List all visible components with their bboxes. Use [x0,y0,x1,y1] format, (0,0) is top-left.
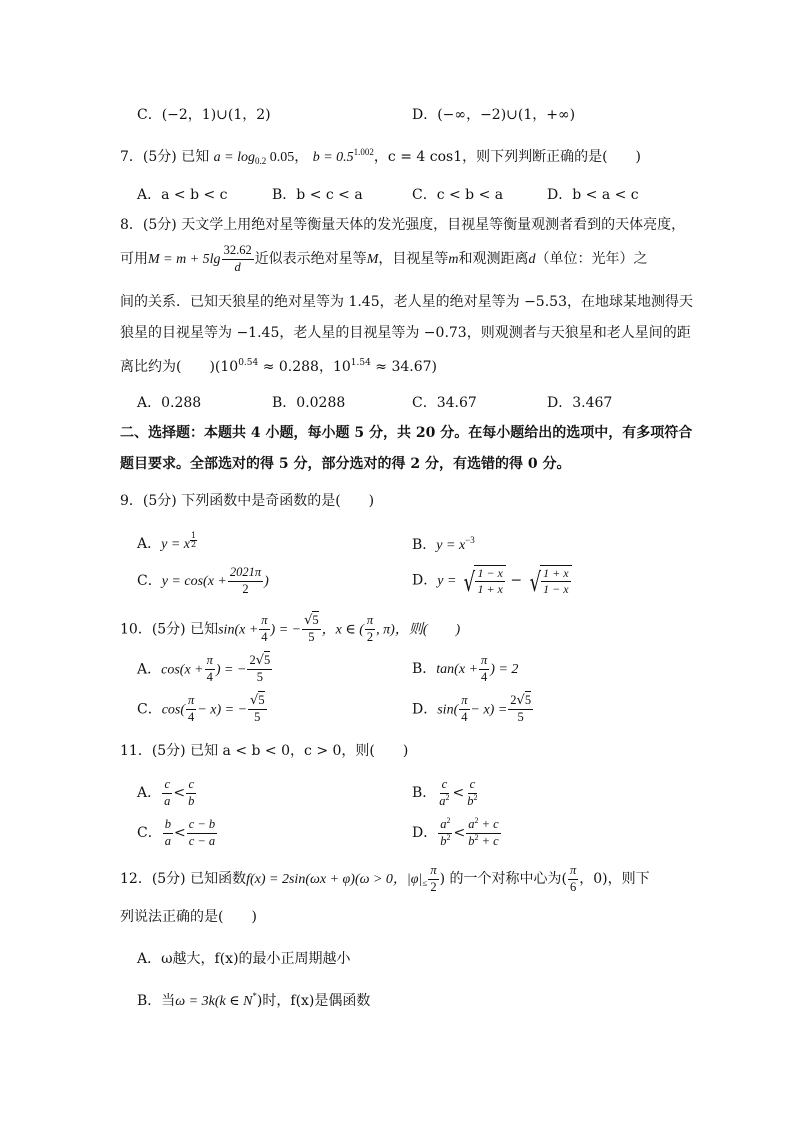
q7-c-expr: ，c = 4 cos1，则下列判断正确的是( ) [373,149,642,165]
q8-line2-mid: ，目视星等 [378,251,449,267]
q10-d-pre: sin( [437,702,459,718]
q8-line5-pre: 离比约为( )(10 [120,359,239,375]
q8-line-3: 间的关系．已知天狼星的绝对星等为 1.45，老人星的绝对星等为 −5.53，在地球某地测得天 [120,294,693,310]
squared: 2 [446,816,451,825]
q9-c-num: 2021π [228,566,263,582]
radical-icon: √ [463,567,475,598]
c: c [468,778,478,794]
pi: π [568,864,578,880]
q10-a-post: ) = − [215,662,247,678]
q11-option-b [412,778,481,808]
q9-d-minus: − [510,572,523,589]
q7-a-expr: a = log [213,150,255,165]
q9-option-a [137,532,197,554]
radical-icon: √ [304,613,313,628]
four: 4 [481,669,488,684]
q8-exp-2: 1.54 [350,358,371,368]
radical-icon: √ [529,567,541,598]
b: b [467,793,474,808]
q12-end: ，0)，则下 [579,871,650,887]
sqrt5: 5 [264,653,271,667]
sqrt5: 5 [312,613,319,627]
pi: π [205,654,215,670]
q10-d-label: D． [412,701,438,718]
q10-option-c [137,694,268,725]
plus-c: + c [478,817,499,831]
q11-option-a [137,778,197,808]
q11-option-d [412,818,502,848]
q8-formula-left: M = m + 5lg [148,252,221,267]
pi: π [365,614,375,630]
b: b [468,833,475,848]
q10-a-label: A． [137,661,162,678]
q9-sqrt-1 [461,565,506,596]
radical-icon: √ [516,693,525,708]
q12-b-star: * [252,991,257,1001]
q10-stem [120,614,460,645]
q10-a-pre: cos(x + [161,662,204,678]
q6-option-d: D．(−∞，−2)∪(1，+∞) [412,107,576,123]
q8-line2-post: 近似表示绝对星等 [254,251,367,267]
coef: 2 [510,693,517,707]
b: b [440,833,447,848]
q10-c-label: C． [137,701,162,718]
q10-x-in: ，x ∈ ( [321,622,364,638]
a: a [440,817,447,831]
q8-line5-mid: ≈ 0.288，10 [258,359,351,375]
q8-line-1: 8．(5分) 天文学上用绝对星等衡量天体的发光强度，目视星等衡量观测者看到的天体亮度， [120,217,686,233]
q7-prefix: 7．(5分) 已知 [120,149,210,165]
q12-le: ≤ [422,878,428,888]
q11-b-label: B． [412,785,437,801]
q7-b-expr: b = 0.5 [312,150,354,165]
b: b [163,818,173,834]
q8-option-b: B．0.0288 [272,395,346,411]
four: 4 [188,709,195,724]
q12-function: f(x) = 2sin(ωx + φ)(ω > 0，|φ| [246,872,423,887]
q10-option-a [137,654,273,685]
a: a [439,793,446,808]
q8-line-4: 狼星的目视星等为 −1.45，老人星的目视星等为 −0.73，则观测者与天狼星和老人星间的距 [120,325,691,341]
q12-mid: ) 的一个对称中心为( [439,871,567,887]
q12-stem-line-2: 列说法正确的是( ) [120,909,257,925]
squared: 2 [445,792,450,802]
q10-option-d [412,694,534,725]
q11-c-label: C． [137,825,162,841]
q9-option-c-label: C． [137,573,162,589]
q8-line2-end: （单位：光年）之 [535,251,648,267]
q8-formula-fraction [222,244,254,274]
a: a [164,833,171,848]
q9-option-d [412,565,572,596]
section-2-heading-line-1: 二、选择题：本题共 4 小题，每小题 5 分，共 20 分。在每小题给出的选项中，有多项符合 [120,425,693,441]
c-minus-a: c − a [188,833,216,848]
q10-eq: ) = − [270,622,302,638]
q8-line2-mid2: 和观测距离 [458,251,529,267]
q9-d-den-1: 1 + x [477,581,503,596]
q9-c-den: 2 [242,581,249,596]
q11-stem: 11．(5分) 已知 a < b < 0，c > 0，则( ) [120,743,409,759]
q11-option-c [137,818,218,848]
q10-d-post: − x) = [470,702,508,718]
q7-a-val: 0.05， [266,150,309,165]
five: 5 [256,670,263,685]
q6-option-c: C．(−2，1)∪(1，2) [137,107,271,123]
q11-d-label: D． [412,825,438,841]
q8-fraction-denominator: d [234,259,241,274]
q10-fraction-pi-4 [259,614,269,644]
b: b [188,793,195,808]
q8-exp-1: 0.54 [238,358,259,368]
radical-icon: √ [250,693,259,708]
q8-fraction-numerator: 32.62 [222,244,254,260]
q9-d-num-2: 1 + x [543,566,569,580]
q8-option-a: A．0.288 [137,395,202,411]
q9-exp-num: 1 [191,531,197,540]
q8-line2-pre: 可用 [120,251,148,267]
q7-b-exp: 1.002 [353,147,374,157]
section-2-heading-line-2: 题目要求。全部选对的得 5 分，部分选对的得 2 分，有选错的得 0 分。 [120,456,571,472]
c: c [162,778,172,794]
six: 6 [569,879,577,894]
q9-option-b-expr: y = x [436,538,466,553]
q12-stem-line-1 [120,864,650,894]
q8-line-2 [120,244,647,274]
squared: 2 [474,832,479,842]
q8-line-5 [120,360,437,374]
four: 4 [261,629,268,644]
squared: 2 [474,816,479,825]
less-than: < [173,825,186,841]
five: 5 [517,710,524,725]
less-than: < [452,785,465,801]
q10-option-b [412,654,518,684]
a: a [468,817,475,831]
q10-c-pre: cos( [161,702,186,718]
q9-option-c-fraction [228,566,263,596]
pi: π [479,654,489,670]
q9-d-num-1: 1 − x [477,566,503,580]
q7-option-d: D．b < a < c [547,187,639,203]
q9-option-a-exponent [190,532,197,549]
q9-option-b-exp: −3 [465,535,475,545]
q8-var-d: d [528,252,536,267]
sqrt5: 5 [524,693,532,707]
two: 2 [430,879,437,894]
q10-b-label: B． [412,661,437,677]
q7-option-a: A．a < b < c [137,187,228,203]
pi: π [428,864,438,880]
c-minus-b: c − b [187,818,217,834]
q10-end: , π)，则( ) [376,622,461,638]
q9-exp-den: 2 [191,540,197,549]
radical-icon: √ [255,653,264,668]
less-than: < [173,785,186,801]
squared: 2 [473,792,478,802]
a: a [164,793,171,808]
q7-option-c: C．c < b < a [412,187,504,203]
q10-fraction-sqrt5-5 [302,614,321,645]
q12-b-post: )时，f(x)是偶函数 [256,993,371,1009]
pi: π [186,694,196,710]
q8-option-d: D．3.467 [547,395,613,411]
q9-option-b-label: B． [412,537,437,553]
five: 5 [308,630,315,645]
q9-option-a-expr: y = x [161,537,190,552]
q8-var-m: m [448,252,459,267]
q11-a-label: A． [137,785,162,801]
q7-stem [120,147,642,166]
q9-stem: 9．(5分) 下列函数中是奇函数的是( ) [120,493,375,509]
five: 5 [254,710,261,725]
coef: 2 [249,653,256,667]
q8-line5-end: ≈ 34.67) [370,359,437,375]
four: 4 [206,669,213,684]
q9-d-den-2: 1 − x [543,581,569,596]
q8-var-M: M [366,252,379,267]
c: c [440,778,450,794]
q10-sin: sin(x + [218,622,259,638]
q9-option-d-pre: y = [437,573,457,589]
q12-option-a: A．ω越大，f(x)的最小正周期越小 [137,951,351,967]
plus-c: + c [478,833,499,848]
two: 2 [366,629,374,644]
q9-option-a-label: A． [137,536,162,552]
q7-option-b: B．b < c < a [272,187,363,203]
q9-option-d-label: D． [412,572,438,589]
q9-option-c [137,566,269,596]
q10-stem-pre: 10．(5分) 已知 [120,621,219,638]
q9-option-c-post: ) [264,574,269,589]
four: 4 [461,709,468,724]
pi: π [459,694,469,710]
q10-fraction-pi-2 [365,614,375,644]
q9-sqrt-2 [527,565,572,596]
q9-option-c-pre: y = cos(x + [161,574,227,589]
c: c [186,778,196,794]
q10-b-pre: tan(x + [436,662,479,677]
q12-b-expr: ω = 3k(k ∈ N [175,994,253,1009]
q12-b-pre: B．当 [137,993,176,1009]
q10-c-post: − x) = − [197,702,248,718]
q12-option-b [137,991,371,1009]
q10-b-post: ) = 2 [490,662,519,677]
q9-option-b [412,535,475,553]
less-than: < [453,825,466,841]
squared: 2 [446,832,451,842]
pi: π [259,614,269,630]
q7-a-base: 0.2 [255,156,267,166]
q8-option-c: C．34.67 [412,395,477,411]
q12-pre: 12．(5分) 已知函数 [120,871,247,887]
sqrt5: 5 [258,693,265,707]
